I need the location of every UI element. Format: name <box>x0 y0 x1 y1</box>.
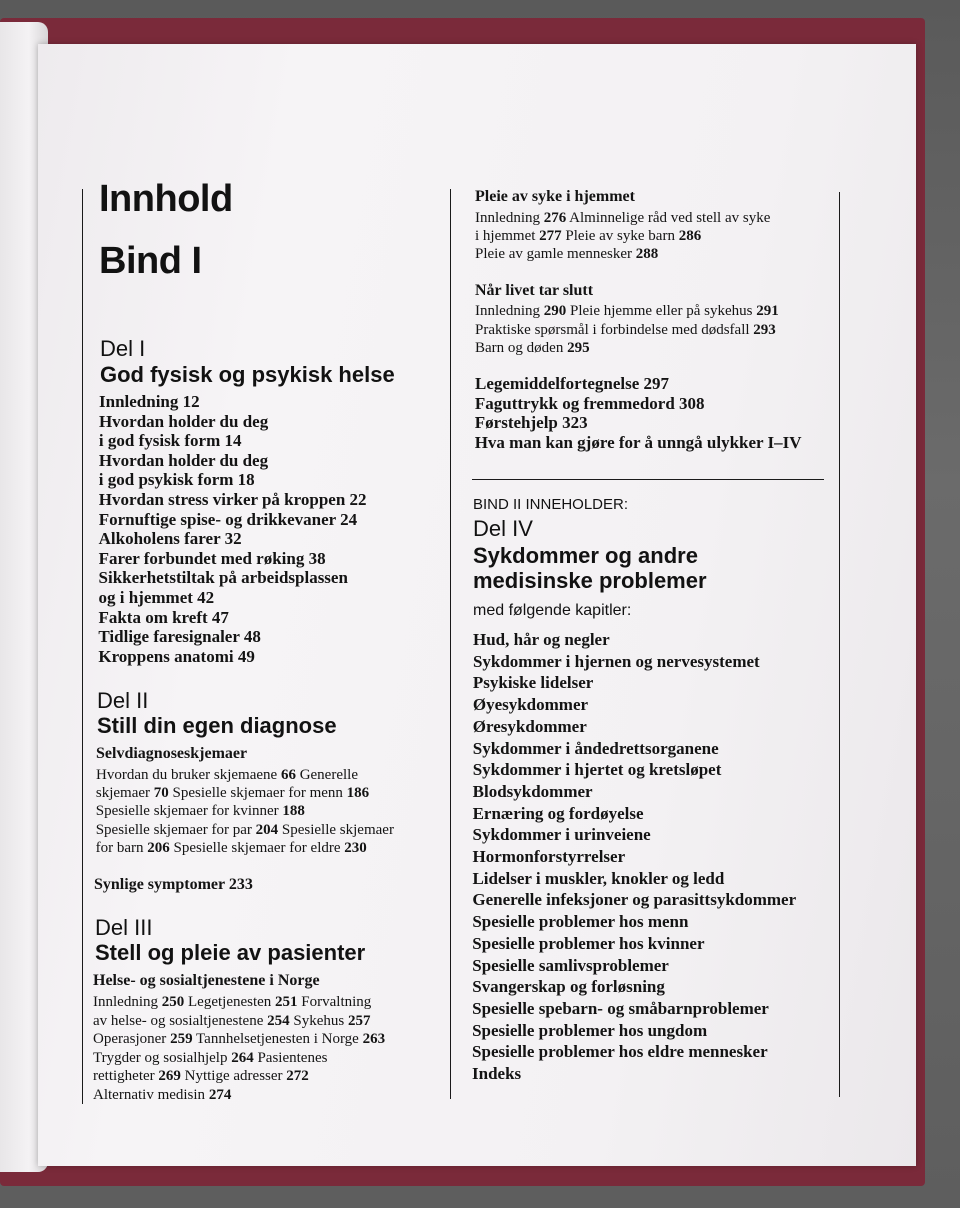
toc-line <box>93 994 371 1011</box>
page-number: 276 <box>543 210 567 226</box>
toc-line <box>96 785 369 802</box>
chapter-item: Svangerskap og forløsning <box>472 977 665 997</box>
toc-line <box>96 840 367 857</box>
entry-text: Barn og døden <box>475 340 568 356</box>
entry-text: Spesielle skjemaer <box>278 821 394 838</box>
entry-text: Generelle <box>295 767 358 783</box>
chapter-item: Øresykdommer <box>472 716 587 736</box>
page-number: 293 <box>753 321 776 338</box>
right-column-rule <box>839 192 840 1097</box>
entry-text: Operasjoner <box>93 1031 171 1048</box>
toc-line <box>93 1087 231 1104</box>
del1-title: God fysisk og psykisk helse <box>100 362 395 387</box>
toc-entry: Alkoholens farer 32 <box>98 529 242 549</box>
entry-text: Pleie av gamle mennesker <box>475 246 636 262</box>
entry-text: rettigheter <box>93 1068 159 1085</box>
page-number: 66 <box>280 767 296 783</box>
del4-intro: med følgende kapitler: <box>473 602 632 619</box>
entry-text: i hjemmet <box>475 228 540 244</box>
chapter-item: Spesielle problemer hos ungdom <box>472 1020 708 1040</box>
toc-line <box>475 228 701 245</box>
entry-text: Tannhelsetjenesten i Norge <box>192 1031 363 1048</box>
chapter-item: Spesielle spebarn- og småbarnproblemer <box>472 998 769 1018</box>
page-number: 251 <box>275 994 298 1010</box>
page-number: 250 <box>161 994 185 1010</box>
toc-line <box>93 1050 327 1067</box>
entry-text: Hvordan du bruker skjemaene <box>96 767 281 783</box>
page-number: 206 <box>147 839 170 856</box>
del4-title-line1: Sykdommer og andre <box>473 543 698 568</box>
toc-entry: Fakta om kreft 47 <box>98 607 229 627</box>
entry-text: av helse- og sosialtjenestene <box>93 1012 268 1029</box>
chapter-item: Spesielle problemer hos eldre mennesker <box>472 1042 768 1062</box>
entry-text: Alminnelige råd ved stell av syke <box>566 210 771 226</box>
left-column-rule <box>82 189 83 1104</box>
toc-line <box>96 803 305 820</box>
toc-entry: Hvordan stress virker på kroppen 22 <box>98 490 367 509</box>
chapter-item: Øyesykdommer <box>472 695 589 715</box>
toc-line <box>93 1068 309 1085</box>
page-number: 291 <box>756 303 779 319</box>
appendix-entry: Hva man kan gjøre for å unngå ulykker I–IV <box>474 432 802 452</box>
del3-subhead: Helse- og sosialtjenestene i Norge <box>93 972 320 989</box>
toc-line <box>475 322 776 339</box>
toc-entry: Sikkerhetstiltak på arbeidsplassen <box>98 568 348 588</box>
chapter-item: Sykdommer i hjernen og nervesystemet <box>472 651 760 671</box>
page-number: 274 <box>208 1087 232 1103</box>
chapter-item: Hud, hår og negler <box>473 630 610 649</box>
entry-text: skjemaer <box>95 785 154 802</box>
toc-line <box>475 340 590 357</box>
bind2-header: BIND II INNEHOLDER: <box>473 496 629 513</box>
entry-text: Innledning <box>475 210 544 226</box>
toc-entry: i god fysisk form 14 <box>98 431 242 451</box>
page-number: 269 <box>158 1068 181 1085</box>
entry-text: Forvaltning <box>297 994 372 1010</box>
page-number: 295 <box>567 340 590 356</box>
page-number: 286 <box>678 228 702 244</box>
toc-line <box>475 303 779 320</box>
page-number: 230 <box>344 839 367 856</box>
pleie-head: Pleie av syke i hjemmet <box>475 188 635 205</box>
del2-subhead: Selvdiagnoseskjemaer <box>96 745 248 762</box>
page-number: 204 <box>255 821 279 838</box>
toc-line <box>96 822 394 839</box>
del3-label: Del III <box>95 915 153 940</box>
chapter-item: Indeks <box>472 1064 522 1083</box>
del4-label: Del IV <box>473 516 533 541</box>
chapter-item: Sykdommer i hjertet og kretsløpet <box>472 760 722 780</box>
entry-text: Nyttige adresser <box>180 1068 287 1085</box>
toc-line <box>96 767 358 784</box>
middle-column-rule <box>450 189 451 1099</box>
toc-entry: i god psykisk form 18 <box>98 470 255 490</box>
del2-title: Still din egen diagnose <box>97 713 337 738</box>
entry-text: for barn <box>95 839 148 856</box>
chapter-item: Hormonforstyrrelser <box>472 847 626 866</box>
entry-text: Innledning <box>475 303 544 319</box>
synlige-symptomer: Synlige symptomer 233 <box>94 876 253 893</box>
entry-text: Innledning <box>93 994 162 1010</box>
page-number: 272 <box>286 1068 309 1085</box>
toc-entry: Tidlige faresignaler 48 <box>98 627 261 647</box>
page-number: 186 <box>346 785 370 802</box>
page-number: 290 <box>543 303 567 319</box>
toc-entry: Hvordan holder du deg <box>98 450 269 470</box>
entry-text: Praktiske spørsmål i forbindelse med dødsfall <box>475 321 754 338</box>
chapter-item: Sykdommer i urinveiene <box>472 825 651 845</box>
page-number: 188 <box>282 803 305 820</box>
chapter-item: Spesielle problemer hos kvinner <box>472 933 705 953</box>
toc-entry: og i hjemmet 42 <box>98 588 215 607</box>
chapter-item: Lidelser i muskler, knokler og ledd <box>472 868 725 888</box>
entry-text: Pleie av syke barn <box>561 228 679 244</box>
appendix-entry: Legemiddelfortegnelse 297 <box>475 374 670 393</box>
toc-line <box>93 1031 385 1048</box>
entry-text: Alternativ medisin <box>93 1087 209 1103</box>
entry-text: Pasientenes <box>253 1049 328 1066</box>
entry-text: Legetjenesten <box>184 994 276 1010</box>
toc-entry: Farer forbundet med røking 38 <box>98 548 326 568</box>
entry-text: Spesielle skjemaer for par <box>95 821 256 838</box>
entry-text: Spesielle skjemaer for eldre <box>169 839 345 856</box>
toc-line <box>93 1013 370 1030</box>
chapter-item: Spesielle problemer hos menn <box>472 912 689 932</box>
page-title: Innhold <box>99 178 233 220</box>
volume-title: Bind I <box>99 240 202 282</box>
appendix-entry: Førstehjelp 323 <box>474 413 588 432</box>
appendix-entry: Faguttrykk og fremmedord 308 <box>474 393 705 413</box>
entry-text: Spesielle skjemaer for kvinner <box>95 803 283 820</box>
del1-label: Del I <box>100 336 146 361</box>
page-number: 277 <box>539 228 562 244</box>
entry-text: Trygder og sosialhjelp <box>93 1049 232 1066</box>
chapter-item: Generelle infeksjoner og parasittsykdommer <box>472 890 797 910</box>
page-number: 254 <box>267 1012 290 1029</box>
del3-title: Stell og pleie av pasienter <box>95 940 366 965</box>
entry-text: Sykehus <box>289 1012 348 1029</box>
chapter-item: Blodsykdommer <box>472 781 593 801</box>
toc-entry: Hvordan holder du deg <box>98 411 269 431</box>
entry-text: Spesielle skjemaer for menn <box>168 785 347 802</box>
toc-entry: Innledning 12 <box>99 392 200 411</box>
page-number: 259 <box>170 1031 193 1048</box>
toc-entry: Fornuftige spise- og drikkevaner 24 <box>98 509 358 529</box>
del4-title-line2: medisinske problemer <box>473 568 707 593</box>
page-number: 288 <box>635 246 659 262</box>
livet-head: Når livet tar slutt <box>475 282 594 299</box>
chapter-item: Ernæring og fordøyelse <box>472 803 644 823</box>
del2-label: Del II <box>97 688 149 713</box>
chapter-item: Spesielle samlivsproblemer <box>472 955 669 975</box>
chapter-item: Sykdommer i åndedrettsorganene <box>472 738 719 758</box>
toc-line <box>475 246 658 263</box>
page-number: 70 <box>153 785 169 802</box>
toc-entry: Kroppens anatomi 49 <box>98 646 255 666</box>
toc-line <box>475 210 770 227</box>
page-number: 263 <box>362 1031 386 1048</box>
page-number: 264 <box>231 1049 254 1066</box>
page-number: 257 <box>347 1012 371 1029</box>
section-divider <box>472 479 824 480</box>
chapter-item: Psykiske lidelser <box>472 673 594 693</box>
entry-text: Pleie hjemme eller på sykehus <box>566 303 757 319</box>
